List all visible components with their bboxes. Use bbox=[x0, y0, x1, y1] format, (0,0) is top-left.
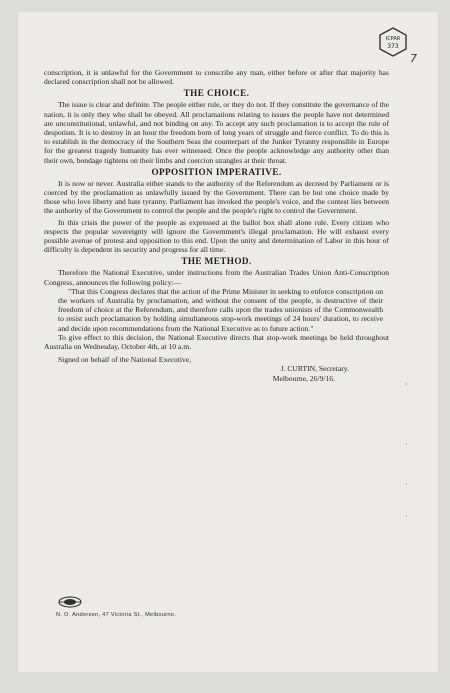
handwritten-note: 7 bbox=[410, 52, 417, 65]
heading-opposition-imperative: OPPOSITION IMPERATIVE. bbox=[151, 166, 282, 177]
union-label-icon bbox=[58, 596, 82, 608]
opposition-paragraph-2: In this crisis the power of the people as expressed at the ballot box shall alone rule. Every citizen who respects the popular sovereignty will ignore the Government's illegal proclamation. He will exhaust every possible avenue of protest and opposition to this end. Upon the unity and determination of Labor in this hour of difficulty is dependent its security and progress for all time. bbox=[44, 217, 389, 255]
archive-stamp bbox=[378, 27, 408, 57]
heading-the-method: THE METHOD. bbox=[181, 256, 252, 267]
svg-text:373: 373 bbox=[387, 43, 399, 50]
choice-paragraph: The issue is clear and definite. The people either rule, or they do not. If they constitute the governance of the nation, it is only they who shall be obeyed. All proclamations relating to issues the people have not determined are unconstitutional, unlawful, and not binding on any. To accept any such proclamation is to accept the rule of despotism. It is to destroy in an hour the freedom born of long years of struggle and fierce conflict. To do this is to establish in the democracy of the Southern Seas the counterpart of the Junker Tyranny responsible in Europe for the greatest tragedy humanity has ever witnessed. Once the people acknowledge any authority other than their own, bondage tightens on their limbs and coercion strangles at their throat. bbox=[44, 100, 389, 165]
opposition-paragraph-1: It is now or never. Australia either stands to the authority of the Referendum as decreed by Parliament or is coerced by the proclamation as unlawfully issued by the Government. There can be but one choice made by those who love liberty and hate tyranny. Parliament has invoked the people's voice, and the contest lies between the authority of the Government to control the people and the people's right to control the Government. bbox=[44, 178, 389, 216]
congress-resolution-quote: "That this Congress declares that the action of the Prime Minister in seeking to enforce conscription on the workers of Australia by proclamation, and without the consent of the people, is destructive of their freedom of choice at the Referendum, and therefore calls upon the trades unionists of the Commonwealth to resist such proclamation by holding simultaneous stop-work meetings of 24 hours' duration, to receive and decide upon recommendations from the National Executive as to future action." bbox=[58, 286, 383, 333]
margin-mark: · bbox=[405, 512, 408, 521]
signature-place-date: Melbourne, 26/9/16. bbox=[272, 373, 335, 383]
method-intro: Therefore the National Executive, under instructions from the Australian Trades Union Anti-Conscription Congress, announces the following policy:— bbox=[44, 268, 389, 287]
signatory-name: J. CURTIN, Secretary. bbox=[280, 364, 349, 374]
stop-work-directive: To give effect to this decision, the National Executive directs that stop-work meetings be held throughout Australia on Wednesday, October 4th, at 10 a.m. bbox=[44, 332, 389, 352]
opening-paragraph: conscription, it is unlawful for the Government to conscribe any man, either before or after that majority has declared conscription shall not be allowed. bbox=[44, 68, 389, 87]
document-text bbox=[44, 68, 389, 383]
signature-intro: Signed on behalf of the National Executive, bbox=[58, 355, 192, 365]
margin-mark: · bbox=[405, 480, 408, 489]
heading-the-choice: THE CHOICE. bbox=[183, 88, 250, 99]
printer-imprint: N. O. Andersen, 47 Victoria St., Melbourne. bbox=[56, 612, 177, 618]
svg-text:ICPAR: ICPAR bbox=[385, 36, 401, 42]
margin-mark: · bbox=[405, 380, 408, 389]
margin-mark: · bbox=[405, 440, 408, 449]
